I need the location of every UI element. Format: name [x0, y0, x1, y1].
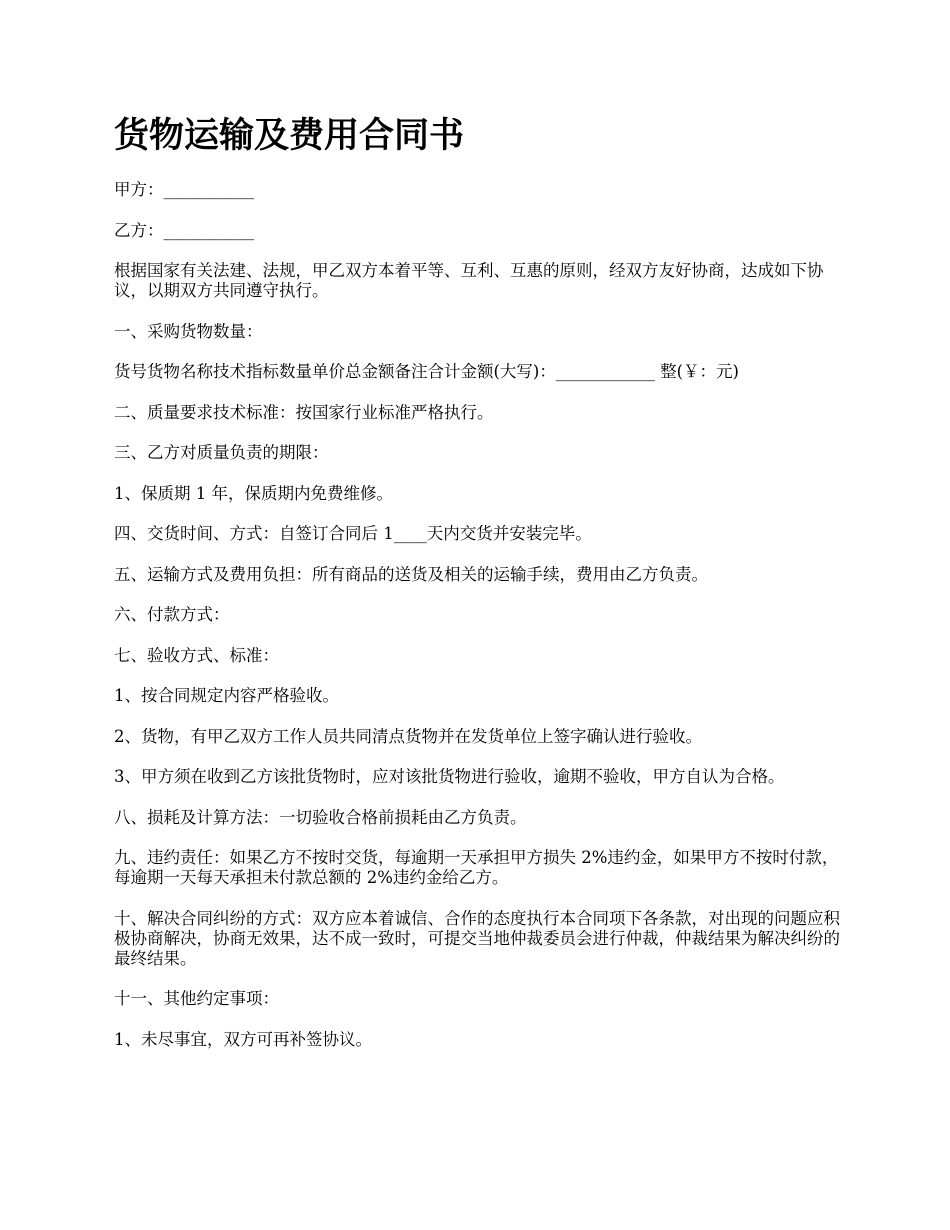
clause-9: 九、违约责任：如果乙方不按时交货，每逾期一天承担甲方损失 2%违约金，如果甲方不按时付款，每逾期一天每天承担未付款总额的 2%违约金给乙方。 [114, 848, 839, 887]
clause-1-heading: 一、采购货物数量： [114, 321, 263, 341]
party-a-line: 甲方：___________ [114, 180, 255, 199]
clause-1-goods-line: 货号货物名称技术指标数量单价总金额备注合计金额(大写)：____________ 整(￥：元) [114, 362, 739, 381]
clause-7-heading: 七、验收方式、标准： [114, 645, 279, 665]
clause-3-heading: 三、乙方对质量负责的期限： [114, 443, 329, 462]
party-b-line: 乙方：___________ [114, 220, 255, 240]
document-page [114, 112, 844, 1070]
clause-4: 四、交货时间、方式：自签订合同后 1____天内交货并安装完毕。 [114, 524, 592, 543]
preamble-paragraph: 根据国家有关法建、法规，甲乙双方本着平等、互利、互惠的原则，经双方友好协商，达成如下协议，以期双方共同遵守执行。 [114, 261, 824, 300]
clause-7-item-2: 2、货物，有甲乙双方工作人员共同清点货物并在发货单位上签字确认进行验收。 [114, 726, 702, 746]
clause-8: 八、损耗及计算方法：一切验收合格前损耗由乙方负责。 [114, 807, 527, 827]
clause-2: 二、质量要求技术标准：按国家行业标准严格执行。 [114, 402, 494, 422]
clause-7-item-3: 3、甲方须在收到乙方该批货物时，应对该批货物进行验收，逾期不验收，甲方自认为合格。 [114, 767, 785, 786]
clause-5: 五、运输方式及费用负担：所有商品的送货及相关的运输手续，费用由乙方负责。 [114, 564, 708, 584]
clause-6-heading: 六、付款方式： [114, 605, 230, 624]
clause-7-item-1: 1、按合同规定内容严格验收。 [114, 686, 339, 705]
clause-11-item-1: 1、未尽事宜，双方可再补签协议。 [114, 1029, 372, 1049]
clause-3-item-1: 1、保质期 1 年，保质期内免费维修。 [114, 483, 393, 503]
clause-10: 十、解决合同纠纷的方式：双方应本着诚信、合作的态度执行本合同项下各条款，对出现的问题应积极协商解决，协商无效果，达不成一致时，可提交当地仲裁委员会进行仲裁，仲裁结果为解决纠纷的最终结果。 [114, 908, 840, 968]
document-title: 货物运输及费用合同书 [114, 116, 465, 156]
clause-11-heading: 十一、其他约定事项： [114, 989, 279, 1008]
